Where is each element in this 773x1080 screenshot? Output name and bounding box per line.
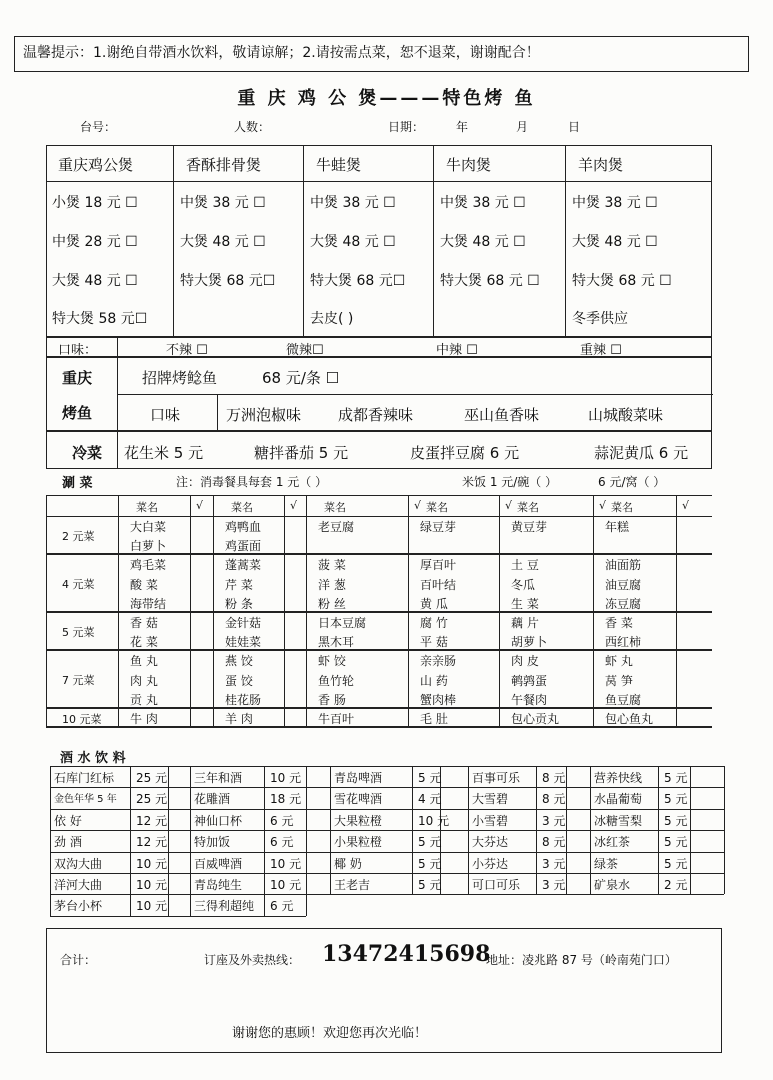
spicy-option-medium[interactable]: 中辣 ☐ [436,343,478,358]
hotpot-label: 涮 菜 [62,476,93,491]
vegetable-item[interactable]: 黄 瓜 [420,596,448,611]
drink-divider [536,766,537,894]
notice-banner [14,36,749,72]
pot-option[interactable]: 大煲 48 元 ☐ [310,234,396,250]
hotline-phone[interactable]: 13472415698 [322,941,491,967]
column-header-check: √ [505,499,513,512]
price-tier-label: 7 元菜 [62,674,95,688]
pot-option[interactable]: 中煲 28 元 ☐ [52,234,138,250]
drink-price: 5 元 [664,813,688,828]
vegetable-item[interactable]: 鸡蛋面 [225,539,262,554]
vegetable-item[interactable]: 菠 菜 [318,558,346,573]
drink-name[interactable]: 百威啤酒 [194,856,243,871]
vegetable-item[interactable]: 鱼豆腐 [605,692,642,707]
vegetable-item[interactable]: 虾 丸 [605,654,633,669]
drink-name[interactable]: 青岛纯生 [194,878,243,892]
pot-name: 牛蛙煲 [316,156,362,174]
drink-divider [658,766,659,894]
people-count-label: 人数： [234,120,271,134]
vegetable-item[interactable]: 牛 肉 [130,712,158,726]
drink-price: 5 元 [418,835,442,850]
pot-option[interactable]: 中煲 38 元 ☐ [572,195,658,211]
nest-note: 6 元/窝（ ） [598,475,666,489]
drink-divider [190,766,191,916]
pot-option[interactable]: 冬季供应 [572,311,628,327]
drink-divider [468,766,469,894]
drink-divider [306,766,307,916]
drink-divider [50,766,51,916]
drink-rule [50,809,724,810]
column-header-check: √ [599,499,607,512]
vegetable-item[interactable]: 土 豆 [511,558,539,573]
drink-divider [724,766,725,894]
drink-name[interactable]: 绿茶 [594,856,619,871]
drink-rule [50,852,724,853]
vegetable-item[interactable]: 香 菜 [605,616,633,630]
grid-rule [46,726,712,728]
drink-name[interactable]: 冰红茶 [594,835,631,850]
drink-name[interactable]: 花雕酒 [194,792,231,807]
vegetable-item[interactable]: 肉 丸 [130,673,158,688]
drink-price: 5 元 [664,835,688,850]
drink-price: 10 元 [270,878,302,892]
drink-price: 5 元 [418,856,442,871]
vegetable-item[interactable]: 香 菇 [130,616,158,630]
cold-dish-1[interactable]: 花生米 5 元 [124,444,204,462]
drink-price: 12 元 [136,813,168,828]
table-number-label: 台号： [80,120,117,134]
pot-option[interactable]: 特大煲 68 元☐ [180,273,276,289]
vegetable-item[interactable]: 百叶结 [420,577,457,592]
drink-price: 5 元 [418,878,442,892]
drink-name[interactable]: 金色年华 5 年 [54,794,117,806]
drink-rule [50,916,306,917]
page-title: 重 庆 鸡 公 煲———特色烤 鱼 [237,88,536,109]
vegetable-item[interactable]: 桂花肠 [225,692,262,707]
drink-rule [50,766,724,767]
drink-price: 2 元 [664,878,688,892]
vegetable-item[interactable]: 年糕 [605,520,630,534]
pot-option[interactable]: 特大煲 68 元 ☐ [440,273,540,289]
drink-price: 5 元 [664,792,688,807]
column-header-check: √ [196,499,204,512]
vegetable-item[interactable]: 虾 饺 [318,654,346,669]
day-label: 日 [568,120,581,134]
drink-price: 10 元 [418,813,450,828]
vegetable-item[interactable]: 油面筋 [605,558,642,573]
grid-rule [46,611,712,613]
drink-price: 5 元 [664,856,688,871]
address-text: 地址：凌兆路 87 号（岭南苑门口） [486,953,677,967]
drink-price: 8 元 [542,771,566,785]
column-header-name: 菜名 [426,501,448,514]
vegetable-item[interactable]: 毛 肚 [420,712,448,726]
vegetable-item[interactable]: 山 药 [420,673,448,688]
rice-note: 米饭 1 元/碗（ ） [462,475,558,489]
vegetable-item[interactable]: 鱼竹轮 [318,673,355,688]
drink-price: 10 元 [270,856,302,871]
spicy-option-none[interactable]: 不辣 ☐ [166,343,208,358]
vegetable-item[interactable]: 牛百叶 [318,712,355,726]
vegetable-item[interactable]: 绿豆芽 [420,520,457,534]
vegetable-item[interactable]: 白萝卜 [130,539,167,554]
vegetable-item[interactable]: 金针菇 [225,616,262,630]
drink-name[interactable]: 石库门红标 [54,771,115,785]
drink-price: 10 元 [136,899,168,914]
column-header-name: 菜名 [517,501,539,514]
drink-name[interactable]: 冰糖雪梨 [594,813,643,828]
vegetable-item[interactable]: 芹 菜 [225,577,253,592]
price-tier-label: 10 元菜 [62,712,102,726]
fish-flavor-1[interactable]: 万洲泡椒味 [226,406,302,424]
cold-dishes-label: 冷菜 [72,444,103,462]
fish-flavor-label: 口味 [150,406,181,424]
drink-divider [130,766,131,916]
vegetable-item[interactable]: 黑木耳 [318,635,355,650]
notice-text: 温馨提示：1.谢绝自带酒水饮料，敬请谅解；2.请按需点菜，恕不退菜，谢谢配合！ [23,45,540,61]
drink-price: 6 元 [270,835,294,850]
drink-divider [264,766,265,916]
column-header-name: 菜名 [324,501,346,514]
price-tier-label: 5 元菜 [62,626,95,640]
drink-price: 25 元 [136,792,168,807]
grid-rule [46,553,712,555]
month-label: 月 [516,120,529,134]
pot-option[interactable]: 去皮( ) [310,311,354,327]
column-header-check: √ [414,499,422,512]
drink-name[interactable]: 大果粒橙 [334,813,383,828]
fish-label-bottom: 烤鱼 [62,404,93,422]
drink-price: 3 元 [542,856,566,871]
vegetable-item[interactable]: 生 菜 [511,596,539,611]
vegetable-item[interactable]: 包心鱼丸 [605,712,654,726]
pot-name: 重庆鸡公煲 [58,156,134,174]
drink-price: 10 元 [270,771,302,785]
vegetable-item[interactable]: 冬瓜 [511,577,536,592]
drink-name[interactable]: 劲 酒 [54,835,82,850]
vegetable-item[interactable]: 西红柿 [605,635,642,650]
column-header-name: 菜名 [611,501,633,514]
vegetable-item[interactable]: 海带结 [130,596,167,611]
drink-name[interactable]: 可口可乐 [472,878,521,892]
vegetable-item[interactable]: 午餐肉 [511,692,548,707]
fish-flavor-2[interactable]: 成都香辣味 [338,406,414,424]
spicy-label: 口味： [58,343,98,358]
vegetable-item[interactable]: 鹌鹑蛋 [511,673,548,688]
date-label: 日期： [388,120,425,134]
drink-name[interactable]: 茅台小杯 [54,899,103,914]
vegetable-item[interactable]: 羊 肉 [225,712,253,726]
pot-name: 牛肉煲 [446,156,492,174]
drink-name[interactable]: 小果粒橙 [334,835,383,850]
pot-name: 羊肉煲 [578,156,624,174]
drink-price: 10 元 [136,856,168,871]
drink-name[interactable]: 依 好 [54,813,82,828]
drink-name[interactable]: 大芬达 [472,835,509,850]
pot-option[interactable]: 特大煲 58 元☐ [52,311,148,327]
vegetable-item[interactable]: 鸡鸭血 [225,520,262,534]
column-header-check: √ [682,499,690,512]
pot-option[interactable]: 特大煲 68 元 ☐ [572,273,672,289]
vegetable-item[interactable]: 娃娃菜 [225,635,262,650]
drink-price: 10 元 [136,878,168,892]
year-label: 年 [456,120,469,134]
vegetable-item[interactable]: 花 菜 [130,635,158,650]
vegetable-item[interactable]: 大白菜 [130,520,167,534]
drinks-label: 酒 水 饮 料 [60,751,126,766]
vegetable-item[interactable]: 厚百叶 [420,558,457,573]
pot-option[interactable]: 大煲 48 元 ☐ [440,234,526,250]
pot-option[interactable]: 中煲 38 元 ☐ [310,195,396,211]
price-tier-label: 2 元菜 [62,530,95,544]
drink-divider [412,766,413,894]
drink-price: 8 元 [542,835,566,850]
column-header-check: √ [290,499,298,512]
column-header-name: 菜名 [136,501,158,514]
vegetable-item[interactable]: 黄豆芽 [511,520,548,534]
price-tier-label: 4 元菜 [62,578,95,592]
pot-option[interactable]: 大煲 48 元 ☐ [52,273,138,289]
pot-option[interactable]: 大煲 48 元 ☐ [180,234,266,250]
cold-dish-2[interactable]: 糖拌番茄 5 元 [254,444,349,462]
drink-price: 6 元 [270,813,294,828]
drink-divider [690,766,691,894]
cold-dish-3[interactable]: 皮蛋拌豆腐 6 元 [410,444,520,462]
vegetable-item[interactable]: 亲亲肠 [420,654,457,669]
spicy-option-mild[interactable]: 微辣☐ [286,343,324,358]
vegetable-item[interactable]: 蓬蒿菜 [225,558,262,573]
drink-name[interactable]: 水晶葡萄 [594,792,643,807]
grid-rule [46,707,712,709]
vegetable-item[interactable]: 藕 片 [511,616,539,630]
pot-option[interactable]: 中煲 38 元 ☐ [180,195,266,211]
drink-name[interactable]: 青岛啤酒 [334,771,383,785]
hotline-label: 订座及外卖热线： [204,953,301,967]
vegetable-item[interactable]: 香 肠 [318,692,346,707]
drink-name[interactable]: 王老吉 [334,878,371,892]
column-header-name: 菜名 [231,501,253,514]
grid-rule [46,649,712,651]
drink-price: 3 元 [542,813,566,828]
drink-name[interactable]: 洋河大曲 [54,878,103,892]
pot-option[interactable]: 特大煲 68 元☐ [310,273,406,289]
drink-divider [566,766,567,894]
drink-name[interactable]: 双沟大曲 [54,856,103,871]
total-label: 合计： [60,953,97,967]
drink-price: 4 元 [418,792,442,807]
vegetable-item[interactable]: 蛋 饺 [225,673,253,688]
drink-divider [590,766,591,894]
vegetable-item[interactable]: 油豆腐 [605,577,642,592]
drink-name[interactable]: 小雪碧 [472,813,509,828]
drink-price: 5 元 [664,771,688,785]
drink-name[interactable]: 营养快线 [594,771,643,785]
drink-rule [50,873,724,874]
drink-name[interactable]: 椰 奶 [334,856,362,871]
drink-name[interactable]: 三得利超纯 [194,899,255,914]
vegetable-item[interactable]: 蟹肉棒 [420,692,457,707]
vegetable-item[interactable]: 贡 丸 [130,692,158,707]
tableware-note: 注：消毒餐具每套 1 元（ ） [176,475,328,489]
pot-option[interactable]: 大煲 48 元 ☐ [572,234,658,250]
grid-rule [46,495,712,496]
vegetable-item[interactable]: 燕 饺 [225,654,253,669]
drink-rule [50,830,724,831]
fish-flavor-4[interactable]: 山城酸菜味 [588,406,664,424]
fish-label-top: 重庆 [62,369,93,387]
spicy-option-hot[interactable]: 重辣 ☐ [580,343,622,358]
vegetable-item[interactable]: 腐 竹 [420,616,448,630]
vegetable-item[interactable]: 冻豆腐 [605,596,642,611]
grid-rule [46,516,712,517]
vegetable-item[interactable]: 洋 葱 [318,577,346,592]
drink-price: 6 元 [270,899,294,914]
drink-rule [50,787,724,788]
drink-price: 18 元 [270,792,302,807]
drink-divider [168,766,169,916]
drink-divider [330,766,331,894]
drink-divider [306,894,307,915]
drink-price: 25 元 [136,771,168,785]
vegetable-item[interactable]: 老豆腐 [318,520,355,534]
vegetable-item[interactable]: 鱼 丸 [130,654,158,669]
drink-price: 8 元 [542,792,566,807]
drink-name[interactable]: 大雪碧 [472,792,509,807]
drink-name[interactable]: 百事可乐 [472,771,521,785]
drink-name[interactable]: 特加饭 [194,835,231,850]
thanks-text: 谢谢您的惠顾！欢迎您再次光临！ [232,1026,428,1041]
drink-name[interactable]: 矿泉水 [594,878,631,892]
signature-fish-name: 招牌烤鲶鱼 [142,369,218,387]
vegetable-item[interactable]: 粉 条 [225,596,253,611]
signature-fish-price[interactable]: 68 元/条 ☐ [262,369,340,387]
vegetable-item[interactable]: 胡萝卜 [511,635,548,650]
vegetable-item[interactable]: 平 菇 [420,635,448,650]
pot-name: 香酥排骨煲 [186,156,262,174]
vegetable-item[interactable]: 日本豆腐 [318,616,367,630]
vegetable-item[interactable]: 酸 菜 [130,577,158,592]
drink-rule [50,894,724,895]
pot-option[interactable]: 中煲 38 元 ☐ [440,195,526,211]
drink-price: 5 元 [418,771,442,785]
drink-name[interactable]: 三年和酒 [194,771,243,785]
drink-name[interactable]: 雪花啤酒 [334,792,383,807]
drink-name[interactable]: 小芬达 [472,856,509,871]
cold-dish-4[interactable]: 蒜泥黄瓜 6 元 [594,444,689,462]
fish-flavor-3[interactable]: 巫山鱼香味 [464,406,540,424]
drink-price: 12 元 [136,835,168,850]
drink-name[interactable]: 神仙口杯 [194,813,243,828]
drink-price: 3 元 [542,878,566,892]
vegetable-item[interactable]: 莴 笋 [605,673,633,688]
vegetable-item[interactable]: 肉 皮 [511,654,539,669]
pot-option[interactable]: 小煲 18 元 ☐ [52,195,138,211]
vegetable-item[interactable]: 包心贡丸 [511,712,560,726]
vegetable-item[interactable]: 鸡毛菜 [130,558,167,573]
vegetable-item[interactable]: 粉 丝 [318,596,346,611]
